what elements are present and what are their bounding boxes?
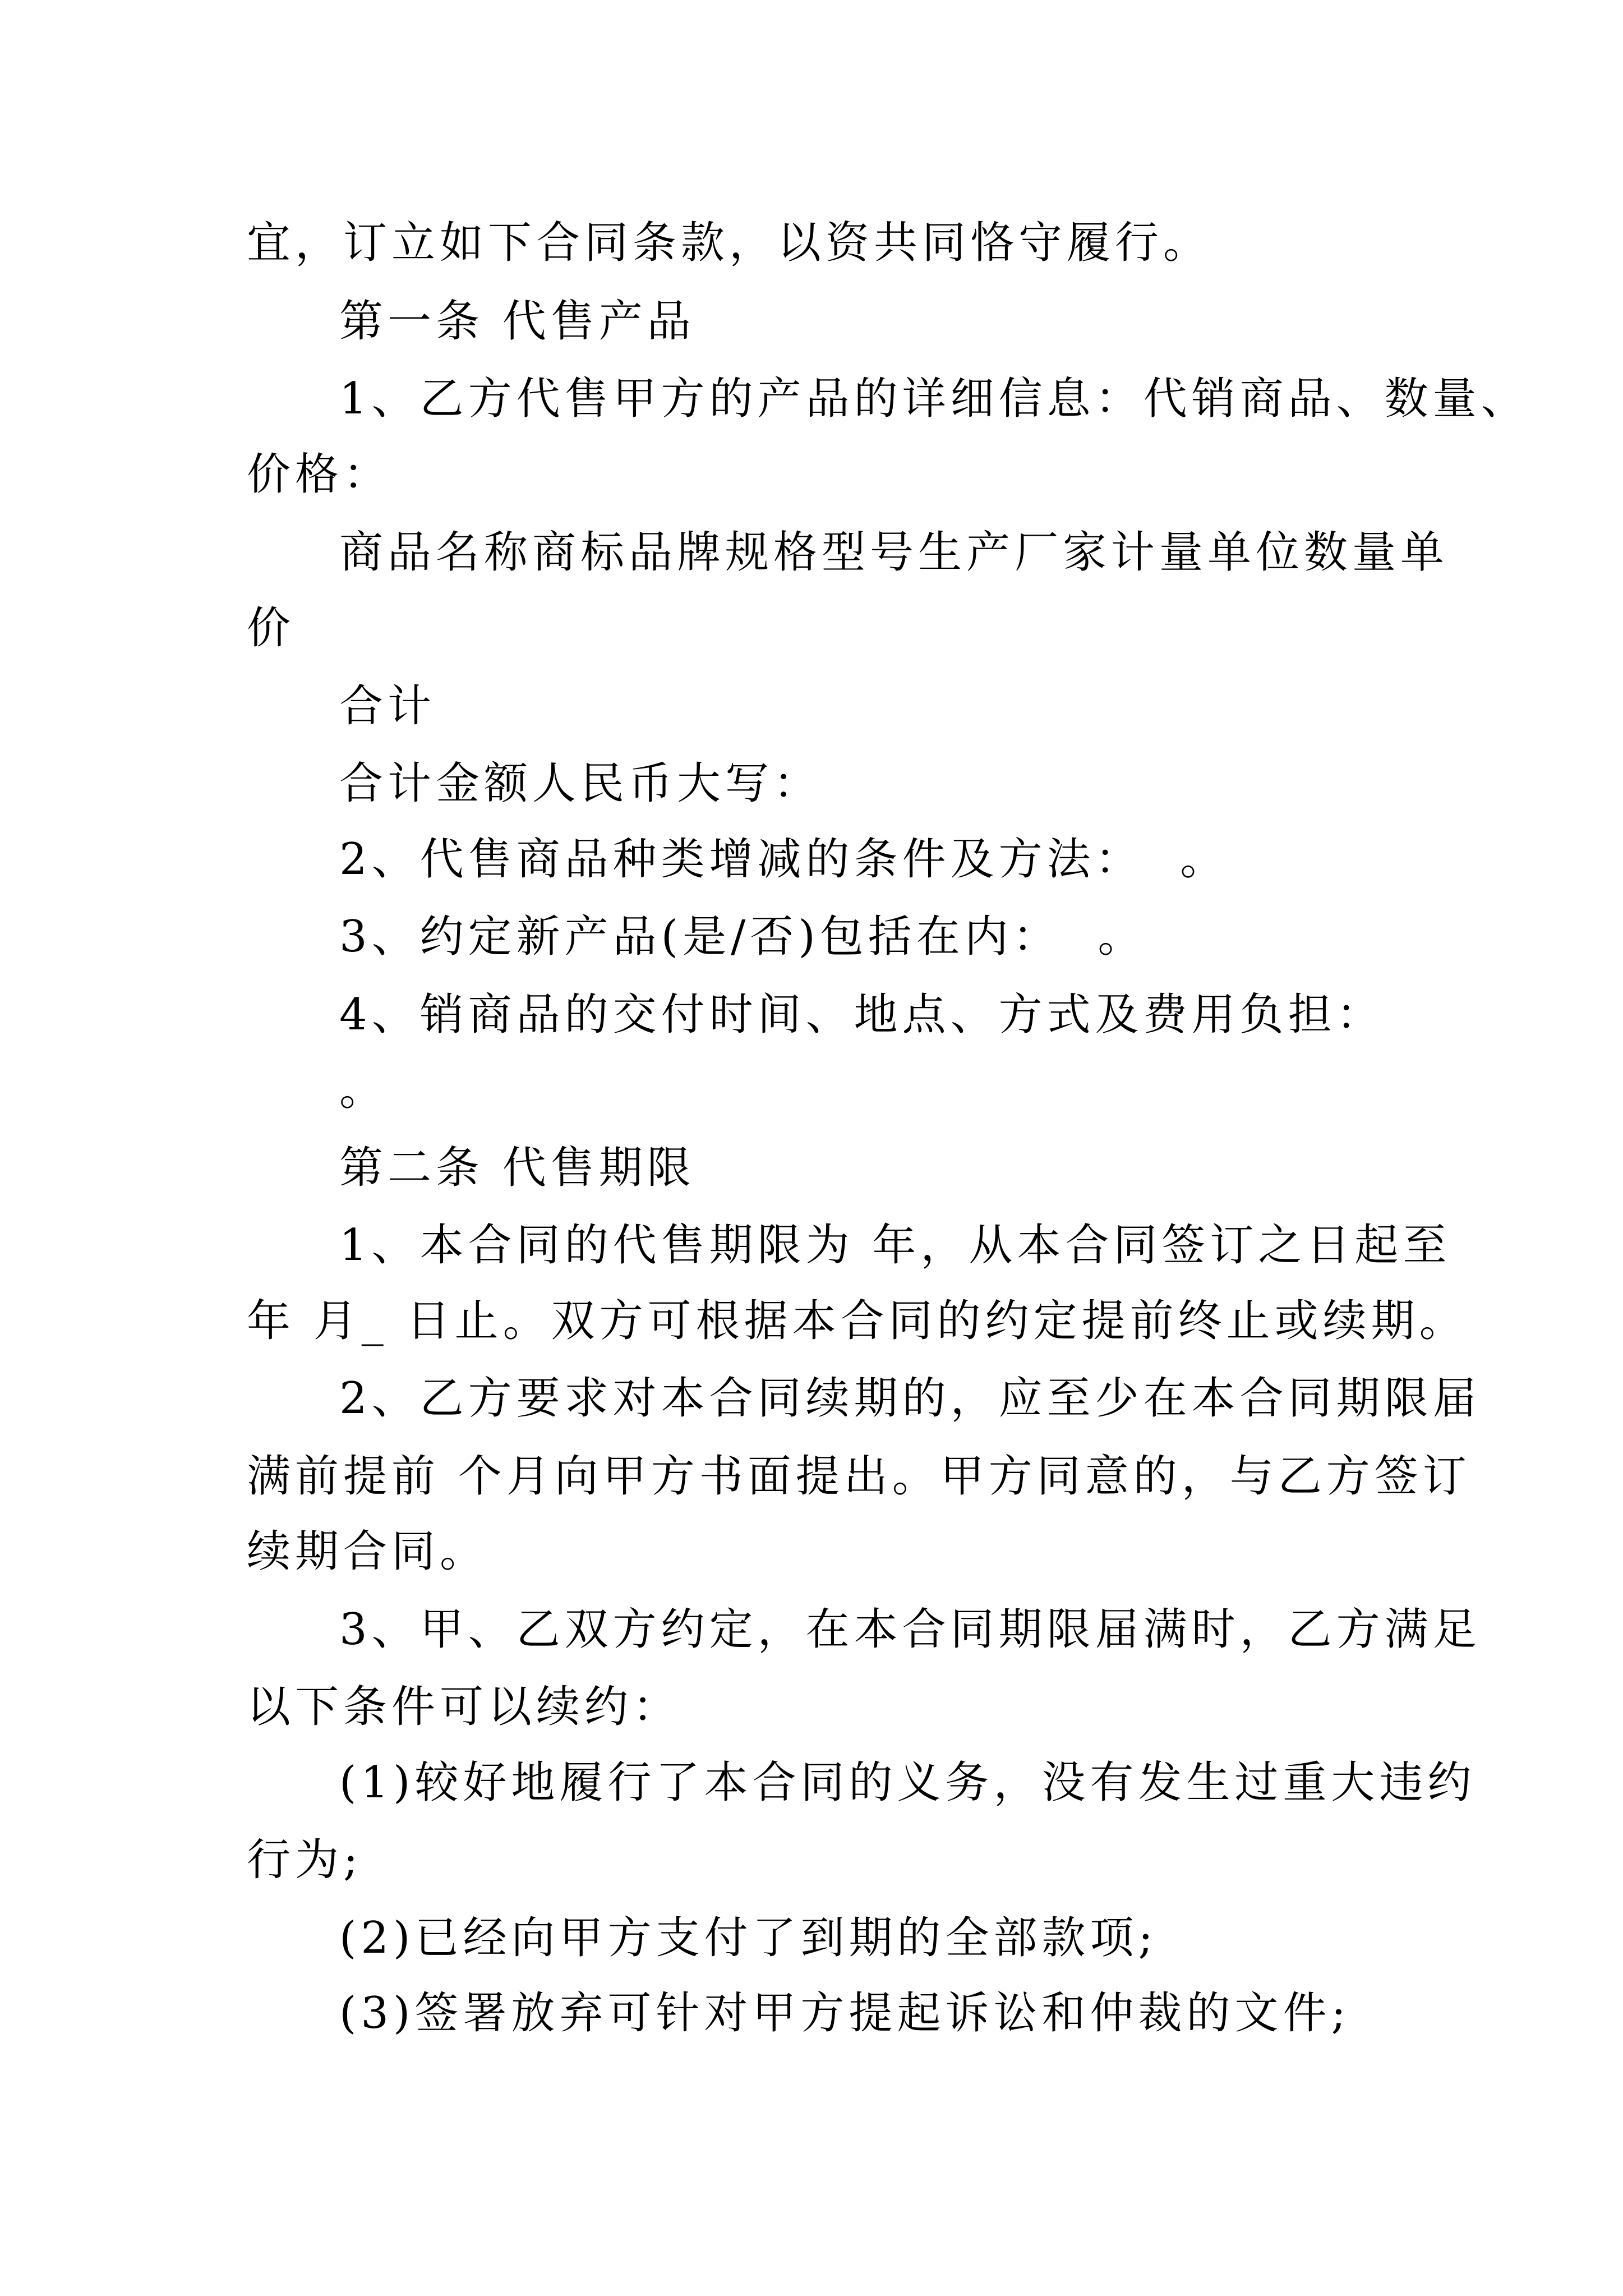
text-line: (3)签署放弃可针对甲方提起诉讼和仲裁的文件; [339,1988,1350,2039]
text-line: 合计 [339,681,436,731]
text-line: 商品名称商标品牌规格型号生产厂家计量单位数量单 [339,527,1449,578]
text-line: 3、甲、乙双方约定，在本合同期限届满时，乙方满足 [339,1604,1481,1655]
text-line: 3、约定新产品(是/否)包括在内： 。 [339,912,1146,962]
text-line: 1、本合同的代售期限为 年，从本合同签订之日起至 [339,1220,1451,1271]
text-line: 年 月_ 日止。双方可根据本合同的约定提前终止或续期。 [247,1296,1468,1346]
section-heading: 第一条 代售产品 [339,296,695,347]
section-heading: 第二条 代售期限 [339,1143,695,1193]
text-line: 续期合同。 [247,1526,488,1577]
text-line: 行为; [247,1835,363,1885]
text-line: 2、乙方要求对本合同续期的，应至少在本合同期限届 [339,1373,1481,1424]
text-line: 宜，订立如下合同条款，以资共同恪守履行。 [247,218,1212,268]
text-line: 价格： [247,449,392,500]
text-line: (2)已经向甲方支付了到期的全部款项; [339,1913,1158,1963]
text-line: (1)较好地履行了本合同的义务，没有发生过重大违约 [339,1757,1476,1808]
text-line: 4、销商品的交付时间、地点、方式及费用负担： [339,990,1385,1040]
text-line: 价 [247,603,296,654]
text-line: 。 [339,1065,388,1115]
text-line: 2、代售商品种类增减的条件及方法： 。 [339,834,1229,885]
text-line: 以下条件可以续约： [247,1682,681,1732]
text-line: 满前提前 个月向甲方书面提出。甲方同意的，与乙方签订 [247,1451,1471,1502]
text-line: 1、乙方代售甲方的产品的详细信息：代销商品、数量、 [339,374,1529,424]
text-line: 合计金额人民币大写： [339,758,822,809]
